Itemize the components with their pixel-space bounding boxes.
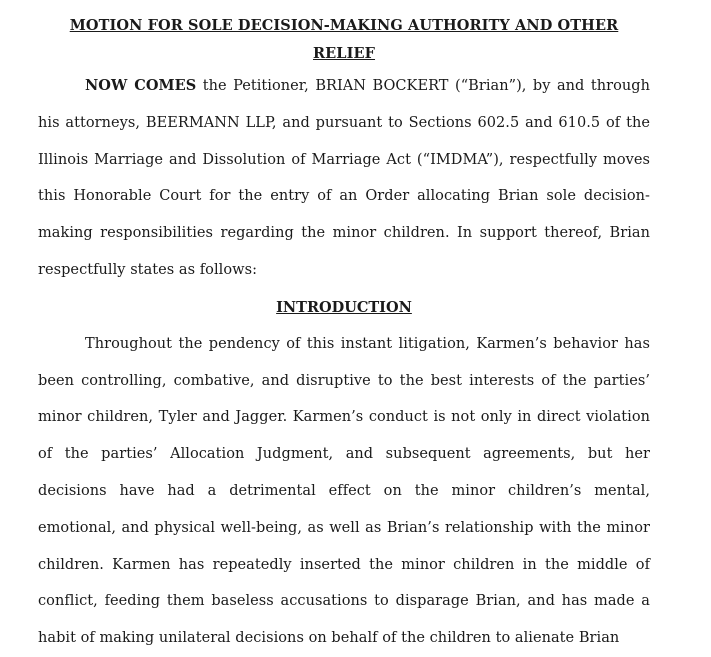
intro-text: the Petitioner, BRIAN BOCKERT (“Brian”), by and through his attorneys, BEERMANN LLP, and pursuant to Sections 602.5 and 610.5 of the Illinois Marriage and Dissolution of Marriage Act (“IMDMA”), respectfully moves this Honorable Court for the entry of an Order allocating Brian sole decision-making responsibilities regarding the minor children. In support thereof, Brian respectfully states as follows:: [38, 78, 650, 278]
document-title: MOTION FOR SOLE DECISION-MAKING AUTHORITY AND OTHER RELIEF: [69, 17, 619, 62]
document-page: [38, 12, 650, 657]
intro-lead: NOW COMES: [85, 77, 197, 94]
intro-paragraph: [38, 68, 650, 289]
introduction-paragraph: Throughout the pendency of this instant litigation, Karmen’s behavior has been controlling, combative, and disruptive to the best interests of the parties’ minor children, Tyler and Jagger. Karmen’s conduct is not only in direct violation of the parties’ Allocation Judgment, and subsequent agreements, but her decisions have had a detrimental effect on the minor children’s mental, emotional, and physical well-being, as well as Brian’s relationship with the minor children. Karmen has repeatedly inserted the minor children in the middle of conflict, feeding them baseless accusations to disparage Brian, and has made a habit of making unilateral decisions on behalf of the children to alienate Brian: [38, 335, 650, 647]
section-heading-introduction: INTRODUCTION: [276, 298, 412, 316]
